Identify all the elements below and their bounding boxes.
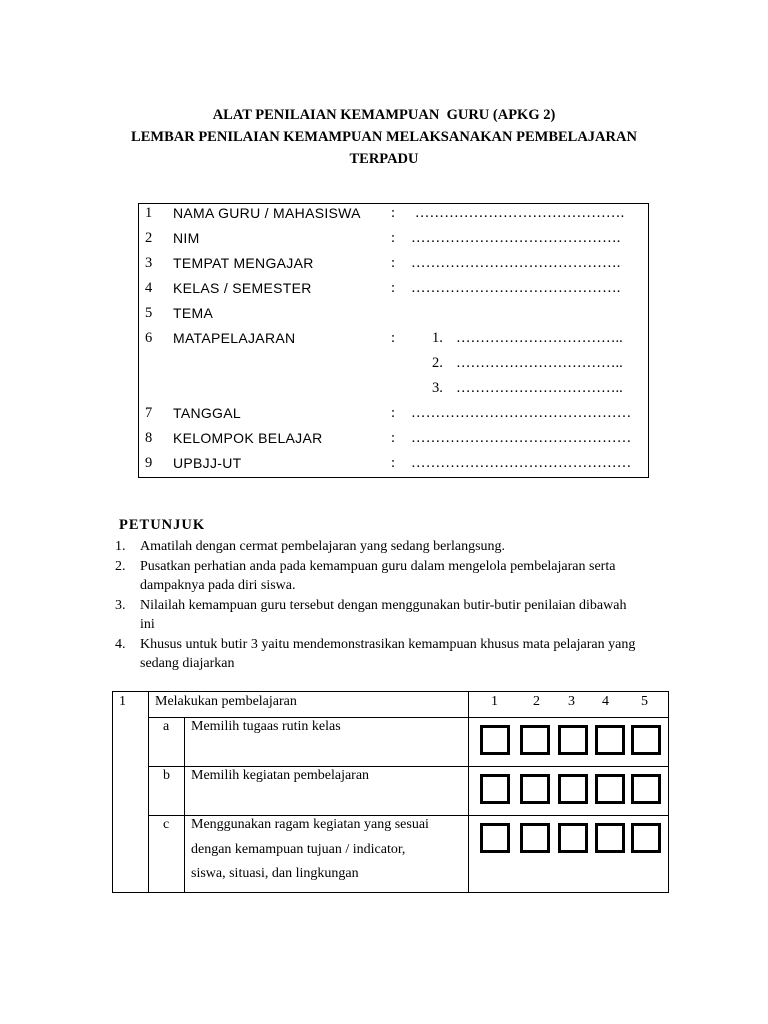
subject-row-2 bbox=[139, 355, 648, 380]
row-divider bbox=[148, 766, 668, 767]
subitem-letter: a bbox=[163, 719, 170, 734]
assessment-table bbox=[112, 691, 669, 893]
subitem-text: Memilih kegiatan pembelajaran bbox=[191, 768, 370, 783]
field-label: TANGGAL bbox=[173, 405, 241, 421]
subitem-letter: c bbox=[163, 817, 170, 832]
identity-row-5 bbox=[139, 305, 648, 330]
fill-in-blank[interactable]: ……………………………………… bbox=[411, 430, 632, 446]
identity-row-6 bbox=[139, 330, 648, 355]
colon: : bbox=[391, 405, 396, 421]
fill-in-blank[interactable]: ……………………………………. bbox=[411, 230, 621, 246]
score-box-b-5[interactable] bbox=[631, 774, 661, 804]
instruction-item bbox=[115, 635, 675, 674]
colon: : bbox=[391, 230, 396, 246]
colon: : bbox=[391, 205, 396, 221]
score-box-c-3[interactable] bbox=[558, 823, 588, 853]
col-divider bbox=[184, 717, 185, 892]
instruction-item bbox=[115, 557, 675, 596]
subject-number: 2. bbox=[432, 355, 443, 371]
identity-row-7 bbox=[139, 405, 648, 430]
score-box-a-2[interactable] bbox=[520, 725, 550, 755]
colon: : bbox=[391, 430, 396, 446]
identity-row-1 bbox=[139, 205, 648, 230]
instruction-number: 2. bbox=[115, 558, 126, 574]
score-box-c-5[interactable] bbox=[631, 823, 661, 853]
subject-blank[interactable]: …………………………….. bbox=[456, 355, 623, 371]
field-label: KELOMPOK BELAJAR bbox=[173, 430, 323, 446]
scale-label-1: 1 bbox=[491, 694, 498, 709]
instruction-text: Nilailah kemampuan guru tersebut dengan menggunakan butir-butir penilaian dibawah ini bbox=[140, 597, 627, 632]
subject-number: 3. bbox=[432, 380, 443, 396]
row-number: 5 bbox=[145, 305, 153, 321]
subitem-text-line-1: Menggunakan ragam kegiatan yang sesuai bbox=[191, 817, 429, 832]
score-box-c-4[interactable] bbox=[595, 823, 625, 853]
instruction-item bbox=[115, 596, 675, 635]
identity-row-3 bbox=[139, 255, 648, 280]
scale-label-4: 4 bbox=[602, 694, 609, 709]
subitem-text-line-3: siswa, situasi, dan lingkungan bbox=[191, 866, 359, 881]
row-number: 1 bbox=[145, 205, 153, 221]
title-line-3: TERPADU bbox=[349, 151, 419, 167]
colon: : bbox=[391, 330, 396, 346]
row-number: 3 bbox=[145, 255, 153, 271]
identity-row-2 bbox=[139, 230, 648, 255]
score-box-a-4[interactable] bbox=[595, 725, 625, 755]
row-number: 8 bbox=[145, 430, 153, 446]
scale-label-5: 5 bbox=[641, 694, 648, 709]
subject-row-3 bbox=[139, 380, 648, 405]
instruction-text: Amatilah dengan cermat pembelajaran yang sedang berlangsung. bbox=[140, 539, 506, 554]
score-box-c-1[interactable] bbox=[480, 823, 510, 853]
row-divider bbox=[148, 815, 668, 816]
field-label: TEMA bbox=[173, 305, 214, 321]
subject-number: 1. bbox=[432, 330, 443, 346]
instructions-list bbox=[115, 537, 675, 674]
score-box-b-2[interactable] bbox=[520, 774, 550, 804]
field-label: UPBJJ-UT bbox=[173, 455, 242, 471]
instruction-number: 1. bbox=[115, 539, 126, 554]
item-number: 1 bbox=[119, 694, 126, 709]
instruction-text: Khusus untuk butir 3 yaitu mendemonstrasikan kemampuan khusus mata pelajaran yang sedang diajarkan bbox=[140, 636, 636, 671]
row-number: 6 bbox=[145, 330, 153, 346]
field-label: NAMA GURU / MAHASISWA bbox=[173, 205, 361, 221]
col-divider bbox=[148, 692, 149, 892]
row-divider bbox=[148, 717, 668, 718]
fill-in-blank[interactable]: ……………………………………. bbox=[411, 205, 625, 221]
subitem-text-line-2: dengan kemampuan tujuan / indicator, bbox=[191, 842, 406, 857]
score-box-a-5[interactable] bbox=[631, 725, 661, 755]
field-label: NIM bbox=[173, 230, 200, 246]
instruction-number: 4. bbox=[115, 636, 126, 652]
col-divider bbox=[468, 692, 469, 892]
score-box-c-2[interactable] bbox=[520, 823, 550, 853]
colon: : bbox=[391, 280, 396, 296]
document-title bbox=[0, 104, 768, 170]
score-box-b-4[interactable] bbox=[595, 774, 625, 804]
field-label: TEMPAT MENGAJAR bbox=[173, 255, 314, 271]
field-label: MATAPELAJARAN bbox=[173, 330, 296, 346]
colon: : bbox=[391, 455, 396, 471]
fill-in-blank[interactable]: ……………………………………. bbox=[411, 280, 621, 296]
score-box-a-3[interactable] bbox=[558, 725, 588, 755]
subject-blank[interactable]: …………………………….. bbox=[456, 380, 623, 396]
subitem-letter: b bbox=[163, 768, 170, 783]
instruction-text: Pusatkan perhatian anda pada kemampuan guru dalam mengelola pembelajaran serta dampaknya pada diri siswa. bbox=[140, 558, 616, 593]
instruction-number: 3. bbox=[115, 597, 126, 613]
identity-box bbox=[138, 203, 649, 478]
instruction-item bbox=[115, 537, 675, 557]
fill-in-blank[interactable]: ……………………………………. bbox=[411, 255, 621, 271]
row-number: 2 bbox=[145, 230, 153, 246]
identity-row-9 bbox=[139, 455, 648, 480]
row-number: 7 bbox=[145, 405, 153, 421]
fill-in-blank[interactable]: ……………………………………… bbox=[411, 405, 632, 421]
fill-in-blank[interactable]: ……………………………………… bbox=[411, 455, 632, 471]
score-box-a-1[interactable] bbox=[480, 725, 510, 755]
subject-blank[interactable]: …………………………….. bbox=[456, 330, 623, 346]
row-number: 4 bbox=[145, 280, 153, 296]
subitem-text: Memilih tugaas rutin kelas bbox=[191, 719, 341, 734]
scale-label-2: 2 bbox=[533, 694, 540, 709]
title-line-2: LEMBAR PENILAIAN KEMAMPUAN MELAKSANAKAN PEMBELAJARAN bbox=[131, 129, 637, 145]
score-box-b-3[interactable] bbox=[558, 774, 588, 804]
item-title: Melakukan pembelajaran bbox=[155, 694, 297, 709]
row-number: 9 bbox=[145, 455, 153, 471]
title-line-1: ALAT PENILAIAN KEMAMPUAN GURU (APKG 2) bbox=[212, 107, 556, 123]
score-box-b-1[interactable] bbox=[480, 774, 510, 804]
identity-row-8 bbox=[139, 430, 648, 455]
scale-label-3: 3 bbox=[568, 694, 575, 709]
field-label: KELAS / SEMESTER bbox=[173, 280, 312, 296]
instructions-title: PETUNJUK bbox=[119, 517, 206, 533]
identity-row-4 bbox=[139, 280, 648, 305]
colon: : bbox=[391, 255, 396, 271]
